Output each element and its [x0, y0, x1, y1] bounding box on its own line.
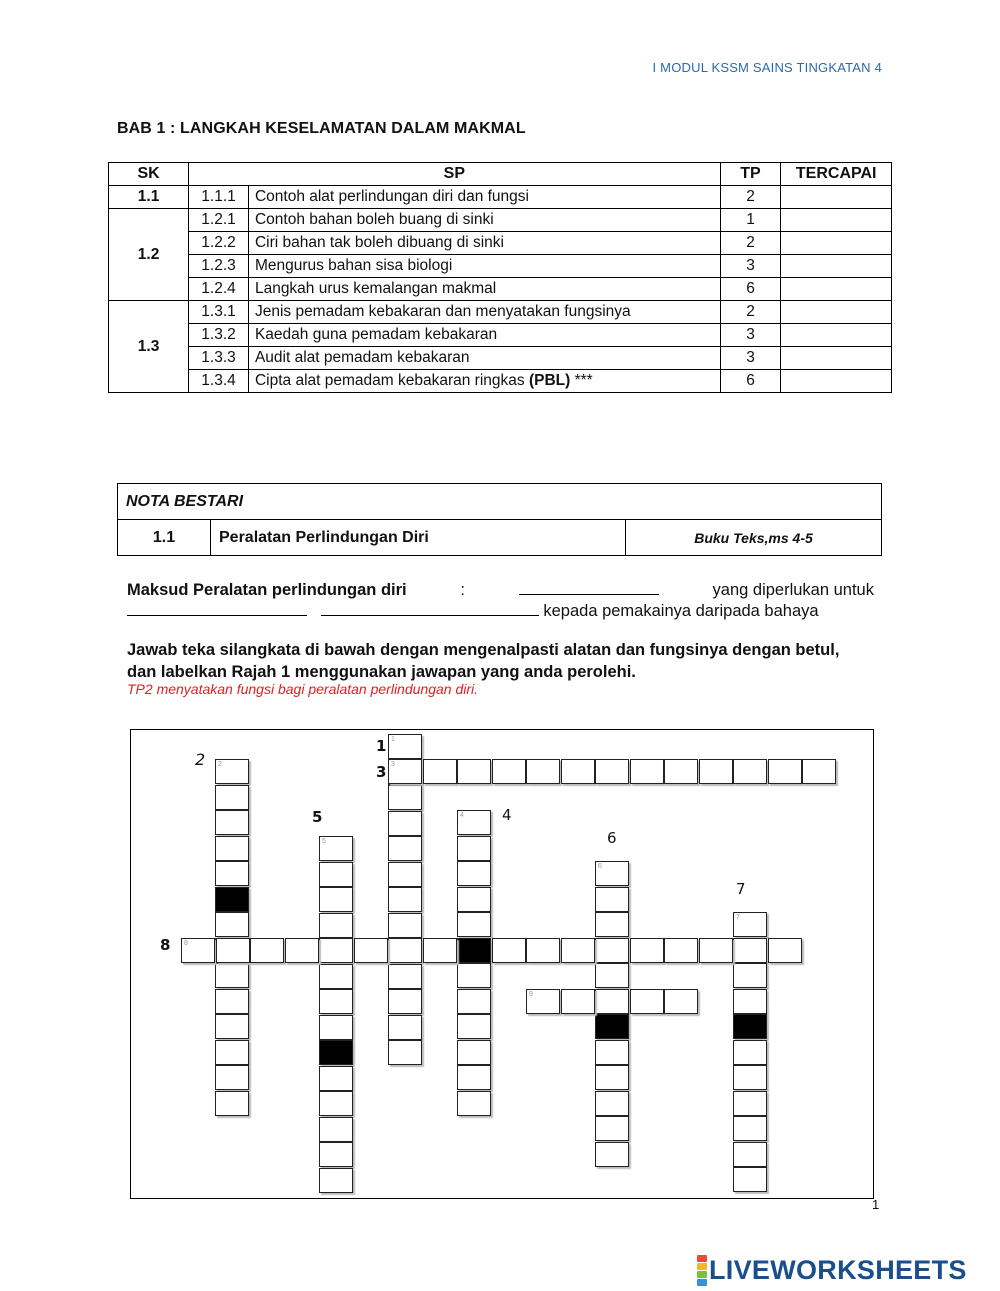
crossword-cell[interactable]	[630, 759, 664, 784]
tercapai-cell[interactable]	[781, 324, 892, 347]
cell-clue-index: 6	[598, 863, 602, 870]
crossword-cell[interactable]	[388, 759, 422, 784]
cell-clue-index: 4	[460, 812, 464, 819]
definition-middle: yang diperlukan untuk	[712, 581, 874, 599]
sp-description	[248, 186, 720, 209]
page-number: 1	[872, 1197, 880, 1212]
sp-code: 1.3.4	[189, 370, 249, 393]
sk-cell: 1.1	[109, 186, 189, 209]
sp-description	[248, 347, 720, 370]
crossword-cell[interactable]	[595, 759, 629, 784]
crossword-cell[interactable]	[595, 912, 629, 937]
crossword-cell[interactable]	[733, 1167, 767, 1192]
crossword-cell[interactable]	[457, 963, 491, 988]
crossword-cell[interactable]	[664, 989, 698, 1014]
tp-cell: 2	[720, 301, 781, 324]
definition-end: kepada pemakainya daripada bahaya	[543, 602, 819, 620]
sp-description-text: Contoh alat perlindungan diri dan fungsi	[254, 188, 529, 205]
crossword-cell[interactable]	[319, 1142, 353, 1167]
clue-number-label: 3	[376, 763, 387, 781]
crossword-cell[interactable]	[595, 963, 629, 988]
crossword-cell[interactable]	[215, 836, 249, 861]
sp-description	[248, 324, 720, 347]
cell-clue-index: 3	[391, 761, 395, 768]
cell-clue-index: 5	[322, 838, 326, 845]
pbl-tag: (PBL)	[528, 372, 571, 389]
crossword-cell[interactable]	[319, 913, 353, 938]
crossword-cell[interactable]	[457, 887, 491, 912]
crossword-cell[interactable]	[388, 887, 422, 912]
crossword-cell[interactable]	[319, 964, 353, 989]
sp-code: 1.2.2	[189, 232, 249, 255]
table-row	[109, 370, 892, 393]
crossword-cell[interactable]	[492, 938, 526, 963]
crossword-cell[interactable]	[215, 1014, 249, 1039]
crossword-cell[interactable]	[561, 759, 595, 784]
crossword-cell[interactable]	[561, 938, 595, 963]
sp-description-text: Jenis pemadam kebakaran dan menyatakan fungsinya	[254, 303, 631, 320]
tp-cell: 6	[720, 370, 781, 393]
crossword-cell[interactable]	[595, 1091, 629, 1116]
module-header: I MODUL KSSM SAINS TINGKATAN 4	[652, 60, 882, 75]
crossword-cell[interactable]	[457, 861, 491, 886]
crossword-cell[interactable]	[250, 938, 284, 963]
tp-cell: 3	[720, 347, 781, 370]
crossword-cell[interactable]	[388, 734, 422, 759]
clue-number-label: 2	[195, 750, 206, 769]
tp-cell: 2	[720, 232, 781, 255]
cell-clue-index: 2	[218, 761, 222, 768]
sp-description-text: Cipta alat pemadam kebakaran ringkas	[254, 372, 529, 389]
crossword-cell[interactable]	[733, 759, 767, 784]
crossword-cell[interactable]	[388, 862, 422, 887]
crossword-cell[interactable]	[423, 938, 457, 963]
crossword-cell[interactable]	[457, 836, 491, 861]
crossword-cell[interactable]	[768, 938, 802, 963]
cell-clue-index: 1	[391, 736, 395, 743]
crossword-cell[interactable]	[215, 1065, 249, 1090]
crossword-cell[interactable]	[457, 912, 491, 937]
tp-cell: 1	[720, 209, 781, 232]
crossword-cell[interactable]	[595, 1065, 629, 1090]
definition-line-1	[127, 580, 874, 600]
crossword-cell[interactable]	[595, 1040, 629, 1065]
definition-lead: Maksud Peralatan perlindungan diri	[127, 581, 407, 599]
objectives-table	[108, 162, 892, 393]
cell-clue-index: 7	[736, 914, 740, 921]
clue-number-label: 1	[376, 737, 387, 755]
table-row	[109, 301, 892, 324]
tp-cell: 3	[720, 255, 781, 278]
crossword-cell[interactable]	[457, 989, 491, 1014]
crossword-grid	[130, 729, 874, 1199]
table-row	[109, 186, 892, 209]
crossword-cell[interactable]	[215, 810, 249, 835]
sp-description	[248, 301, 720, 324]
header-tercapai: TERCAPAI	[781, 163, 892, 186]
crossword-cell[interactable]	[457, 1040, 491, 1065]
sp-description-suffix: ***	[570, 372, 593, 389]
tercapai-cell[interactable]	[781, 186, 892, 209]
crossword-cell[interactable]	[215, 1040, 249, 1065]
crossword-cell[interactable]	[319, 887, 353, 912]
table-row	[109, 255, 892, 278]
crossword-cell[interactable]	[319, 1168, 353, 1193]
crossword-cell[interactable]	[319, 989, 353, 1014]
crossword-cell[interactable]	[388, 938, 422, 963]
crossword-cell[interactable]	[388, 964, 422, 989]
tp-cell: 3	[720, 324, 781, 347]
crossword-cell[interactable]	[768, 759, 802, 784]
tp-note: TP2 menyatakan fungsi bagi peralatan perlindungan diri.	[127, 681, 479, 697]
sp-description	[248, 370, 720, 393]
sp-description-text: Contoh bahan boleh buang di sinki	[254, 211, 494, 228]
clue-number-label: 4	[502, 806, 512, 824]
sp-code: 1.3.2	[189, 324, 249, 347]
crossword-cell	[595, 1014, 629, 1039]
crossword-cell[interactable]	[526, 759, 560, 784]
crossword-cell[interactable]	[733, 1116, 767, 1141]
crossword-cell[interactable]	[457, 1065, 491, 1090]
chapter-title: BAB 1 : LANGKAH KESELAMATAN DALAM MAKMAL	[117, 120, 526, 137]
crossword-cell[interactable]	[526, 989, 560, 1014]
crossword-cell[interactable]	[388, 1040, 422, 1065]
crossword-cell	[319, 1040, 353, 1065]
crossword-cell[interactable]	[630, 938, 664, 963]
sp-description	[248, 209, 720, 232]
crossword-cell[interactable]	[354, 938, 388, 963]
sp-description-text: Audit alat pemadam kebakaran	[254, 349, 470, 366]
sp-code: 1.1.1	[189, 186, 249, 209]
tercapai-cell[interactable]	[781, 278, 892, 301]
sk-cell: 1.3	[109, 301, 189, 393]
crossword-cell[interactable]	[630, 989, 664, 1014]
crossword-cell[interactable]	[215, 1091, 249, 1116]
crossword-cell[interactable]	[319, 1015, 353, 1040]
sp-description	[248, 255, 720, 278]
sp-code: 1.2.4	[189, 278, 249, 301]
tercapai-cell[interactable]	[781, 209, 892, 232]
answer-blank-2[interactable]	[127, 601, 307, 616]
crossword-cell[interactable]	[319, 1117, 353, 1142]
sp-code: 1.2.1	[189, 209, 249, 232]
crossword-cell[interactable]	[664, 759, 698, 784]
crossword-cell[interactable]	[733, 989, 767, 1014]
sp-description-text: Ciri bahan tak boleh dibuang di sinki	[254, 234, 504, 251]
crossword-cell[interactable]	[733, 1065, 767, 1090]
crossword-cell[interactable]	[319, 1066, 353, 1091]
answer-blank-1[interactable]	[519, 580, 659, 595]
crossword-cell[interactable]	[319, 836, 353, 861]
header-sp: SP	[189, 163, 720, 186]
tp-cell: 6	[720, 278, 781, 301]
crossword-cell[interactable]	[733, 912, 767, 937]
nota-bestari-box	[117, 483, 882, 556]
crossword-cell[interactable]	[319, 1091, 353, 1116]
sk-cell: 1.2	[109, 209, 189, 301]
instruction-text: Jawab teka silangkata di bawah dengan mengenalpasti alatan dan fungsinya dengan betul, dan labelkan Rajah 1 menggunakan jawapan yang anda perolehi.	[127, 641, 840, 681]
crossword-cell[interactable]	[595, 861, 629, 886]
logo-text: LIVEWORKSHEETS	[709, 1255, 967, 1285]
crossword-cell[interactable]	[215, 785, 249, 810]
table-header-row	[109, 163, 892, 186]
sp-description-text: Langkah urus kemalangan makmal	[254, 280, 497, 297]
crossword-cell[interactable]	[457, 1014, 491, 1039]
crossword-cell[interactable]	[595, 1116, 629, 1141]
cell-clue-index: 9	[529, 991, 533, 998]
header-tp: TP	[720, 163, 781, 186]
liveworksheets-logo	[697, 1255, 967, 1286]
sp-code: 1.3.3	[189, 347, 249, 370]
crossword-cell[interactable]	[595, 938, 629, 963]
tercapai-cell[interactable]	[781, 301, 892, 324]
crossword-cell[interactable]	[664, 938, 698, 963]
crossword-cell[interactable]	[215, 759, 249, 784]
clue-number-label: 6	[607, 829, 617, 847]
crossword-cell[interactable]	[457, 810, 491, 835]
crossword-cell[interactable]	[216, 938, 250, 963]
crossword-cell[interactable]	[595, 1142, 629, 1167]
crossword-cell[interactable]	[215, 912, 249, 937]
crossword-cell[interactable]	[492, 759, 526, 784]
crossword-cell[interactable]	[733, 1142, 767, 1167]
nota-topic: Peralatan Perlindungan Diri	[211, 520, 626, 556]
nota-reference: Buku Teks,ms 4-5	[626, 520, 882, 556]
crossword-cell[interactable]	[215, 963, 249, 988]
crossword-cell[interactable]	[595, 887, 629, 912]
tercapai-cell[interactable]	[781, 347, 892, 370]
sp-code: 1.3.1	[189, 301, 249, 324]
crossword-cell[interactable]	[457, 1091, 491, 1116]
crossword-cell[interactable]	[699, 759, 733, 784]
nota-code: 1.1	[118, 520, 211, 556]
tercapai-cell[interactable]	[781, 255, 892, 278]
clue-number-label: 8	[160, 936, 171, 954]
crossword-cell	[733, 1014, 767, 1039]
crossword-cell[interactable]	[733, 1091, 767, 1116]
crossword-cell[interactable]	[733, 963, 767, 988]
definition-colon: :	[460, 581, 465, 599]
crossword-cell[interactable]	[319, 938, 353, 963]
table-row	[109, 232, 892, 255]
crossword-cell[interactable]	[215, 861, 249, 886]
crossword-cell[interactable]	[215, 989, 249, 1014]
crossword-cell[interactable]	[388, 913, 422, 938]
crossword-cell[interactable]	[526, 938, 560, 963]
clue-number-label: 7	[736, 880, 746, 898]
clue-number-label: 5	[312, 808, 323, 826]
sp-description-text: Mengurus bahan sisa biologi	[254, 257, 453, 274]
table-row	[109, 209, 892, 232]
logo-icon	[697, 1255, 707, 1286]
table-row	[109, 278, 892, 301]
crossword-cell[interactable]	[388, 989, 422, 1014]
crossword-cell[interactable]	[388, 785, 422, 810]
crossword-cell	[215, 887, 249, 912]
tercapai-cell[interactable]	[781, 232, 892, 255]
crossword-cell[interactable]	[699, 938, 733, 963]
crossword-cell[interactable]	[388, 1015, 422, 1040]
header-sk: SK	[109, 163, 189, 186]
sp-description	[248, 232, 720, 255]
crossword-cell[interactable]	[285, 938, 319, 963]
crossword-cell[interactable]	[802, 759, 836, 784]
cell-clue-index: 8	[184, 940, 188, 947]
crossword-cell[interactable]	[319, 862, 353, 887]
nota-title: NOTA BESTARI	[118, 484, 882, 520]
tp-cell: 2	[720, 186, 781, 209]
crossword-cell[interactable]	[595, 989, 629, 1014]
tercapai-cell[interactable]	[781, 370, 892, 393]
crossword-cell[interactable]	[388, 836, 422, 861]
table-row	[109, 324, 892, 347]
crossword-cell[interactable]	[733, 1040, 767, 1065]
sp-code: 1.2.3	[189, 255, 249, 278]
crossword-cell[interactable]	[388, 811, 422, 836]
crossword-cell	[457, 938, 491, 963]
sp-description	[248, 278, 720, 301]
crossword-cell[interactable]	[181, 938, 215, 963]
sp-description-text: Kaedah guna pemadam kebakaran	[254, 326, 498, 343]
table-row	[109, 347, 892, 370]
crossword-cell[interactable]	[423, 759, 457, 784]
answer-blank-3[interactable]	[321, 601, 539, 616]
definition-line-2	[127, 601, 819, 621]
crossword-cell[interactable]	[561, 989, 595, 1014]
crossword-cell[interactable]	[733, 938, 767, 963]
crossword-cell[interactable]	[457, 759, 491, 784]
